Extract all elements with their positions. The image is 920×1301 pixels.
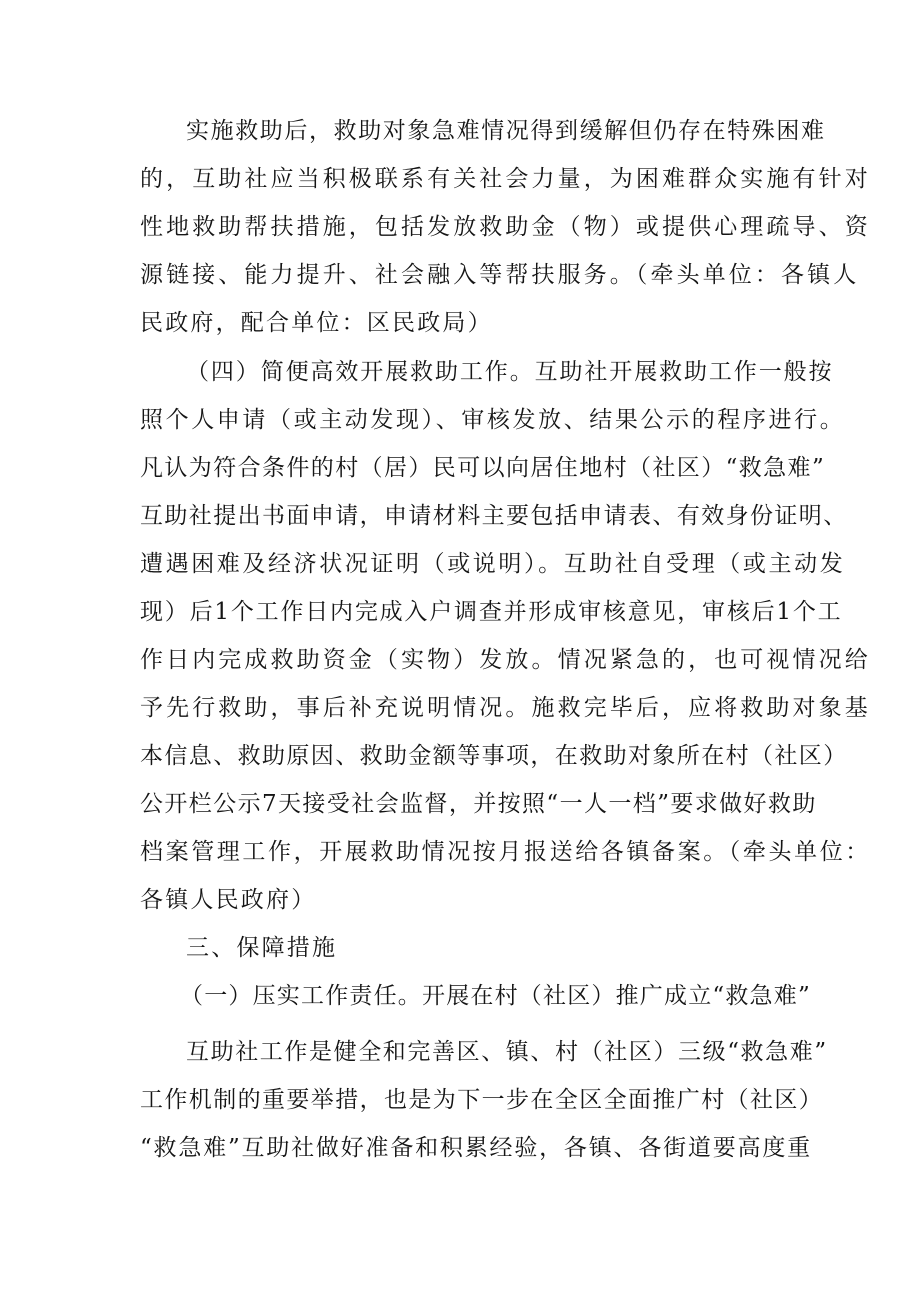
paragraph-line: 公开栏公示7天接受社会监督，并按照“一人一档”要求做好救助 xyxy=(140,791,817,817)
paragraph-line: “救急难”互助社做好准备和积累经验，各镇、各街道要高度重 xyxy=(140,1135,812,1161)
paragraph-line: 民政府，配合单位：区民政局） xyxy=(140,310,493,336)
paragraph-line: 本信息、救助原因、救助金额等事项，在救助对象所在村（社区） xyxy=(140,743,848,769)
paragraph-line: 实施救助后，救助对象急难情况得到缓解但仍存在特殊困难 xyxy=(186,118,826,144)
paragraph-line: （一）压实工作责任。开展在村（社区）推广成立“救急难” xyxy=(180,983,811,1009)
paragraph-line: 互助社提出书面申请，申请材料主要包括申请表、有效身份证明、 xyxy=(140,503,848,529)
paragraph-line: 源链接、能力提升、社会融入等帮扶服务。（牵头单位：各镇人 xyxy=(140,262,860,288)
paragraph-line: （四）简便高效开展救助工作。互助社开展救助工作一般按 xyxy=(186,359,834,385)
paragraph-line: 档案管理工作，开展救助情况按月报送给各镇备案。（牵头单位： xyxy=(140,839,871,865)
paragraph-line: 现）后1个工作日内完成入户调查并形成审核意见，审核后1个工 xyxy=(140,599,843,625)
paragraph-line: 各镇人民政府） xyxy=(140,887,317,913)
paragraph-line: 予先行救助，事后补充说明情况。施救完毕后，应将救助对象基 xyxy=(140,695,871,721)
section-heading: 三、保障措施 xyxy=(186,935,338,961)
paragraph-line: 作日内完成救助资金（实物）发放。情况紧急的，也可视情况给 xyxy=(140,647,871,673)
paragraph-line: 性地救助帮扶措施，包括发放救助金（物）或提供心理疏导、资 xyxy=(140,214,871,240)
paragraph-line: 照个人申请（或主动发现）、审核发放、结果公示的程序进行。 xyxy=(140,407,846,433)
paragraph-line: 互助社工作是健全和完善区、镇、村（社区）三级“救急难” xyxy=(186,1039,828,1065)
paragraph-line: 工作机制的重要举措，也是为下一步在全区全面推广村（社区） xyxy=(140,1087,824,1113)
paragraph-line: 凡认为符合条件的村（居）民可以向居住地村（社区）“救急难” xyxy=(140,455,826,481)
paragraph-line: 遭遇困难及经济状况证明（或说明）。互助社自受理（或主动发 xyxy=(140,551,846,577)
paragraph-line: 的，互助社应当积极联系有关社会力量，为困难群众实施有针对 xyxy=(140,166,871,192)
